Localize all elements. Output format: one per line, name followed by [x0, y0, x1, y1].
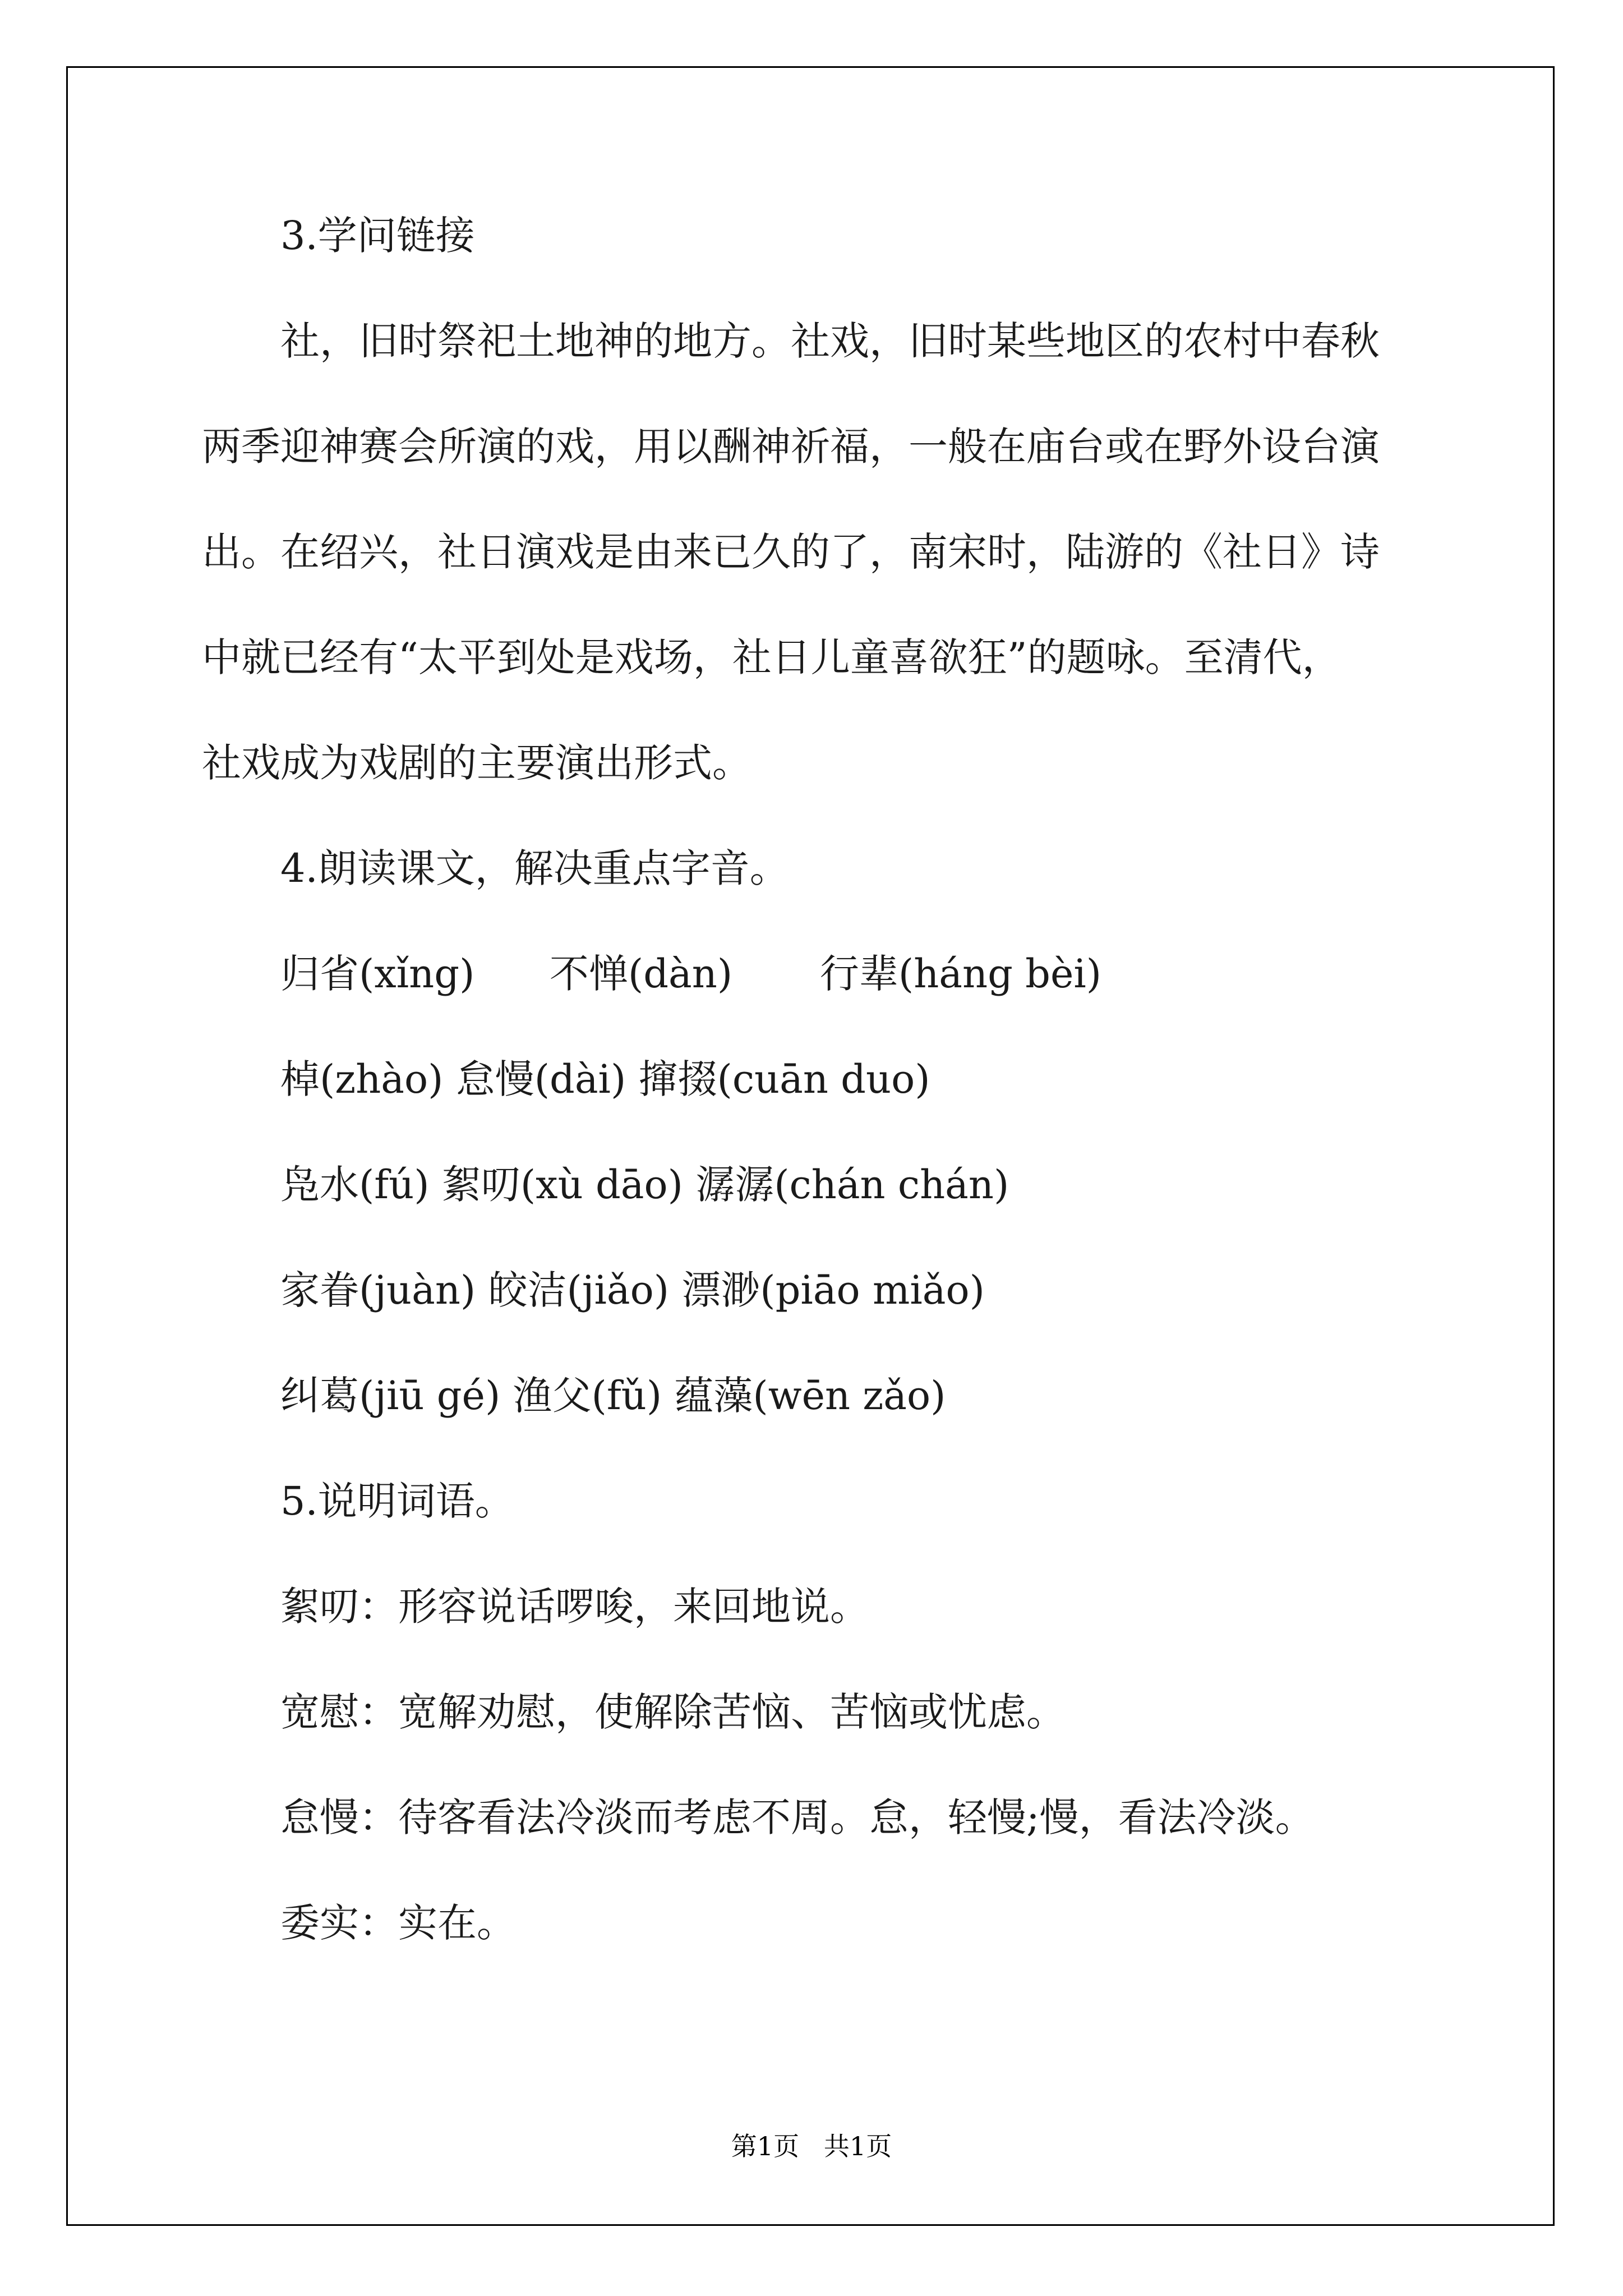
document-body — [202, 213, 1436, 2006]
paragraph-line-2: 两季迎神赛会所演的戏，用以酬神祈福，一般在庙台或在野外设台演 — [202, 424, 1380, 470]
definition-line-1: 絮叨：形容说话啰唆，来回地说。 — [280, 1584, 869, 1630]
paragraph-line-3: 出。在绍兴，社日演戏是由来已久的了，南宋时，陆游的《社日》诗 — [202, 529, 1380, 575]
definition-line-3: 怠慢：待客看法冷淡而考虑不周。怠，轻慢;慢，看法冷淡。 — [280, 1795, 1315, 1841]
pronunciation-line-4: 家眷(juàn) 皎洁(jiǎo) 漂渺(piāo miǎo) — [280, 1267, 985, 1313]
pronunciation-line-5: 纠葛(jiū gé) 渔父(fǔ) 蕴藻(wēn zǎo) — [280, 1373, 946, 1419]
page-footer: 第1页 共1页 — [731, 2131, 892, 2161]
pronunciation-line-3: 凫水(fú) 絮叨(xù dāo) 潺潺(chán chán) — [280, 1162, 1009, 1208]
definition-line-4: 委实：实在。 — [280, 1900, 516, 1946]
section-heading-5: 5.说明词语。 — [280, 1478, 514, 1524]
paragraph-line-4: 中就已经有“太平到处是戏场，社日儿童喜欲狂”的题咏。至清代， — [202, 634, 1341, 680]
paragraph-line-1: 社，旧时祭祀土地神的地方。社戏，旧时某些地区的农村中春秋 — [280, 318, 1380, 364]
definition-line-2: 宽慰：宽解劝慰，使解除苦恼、苦恼或忧虑。 — [280, 1689, 1066, 1735]
pronunciation-line-2: 棹(zhào) 怠慢(dài) 撺掇(cuān duo) — [280, 1056, 930, 1102]
paragraph-line-5: 社戏成为戏剧的主要演出形式。 — [202, 740, 751, 786]
section-heading-3: 3.学问链接 — [280, 213, 475, 259]
pronunciation-line-1: 归省(xǐng) 不惮(dàn) 行辈(háng bèi) — [280, 951, 1102, 997]
section-heading-4: 4.朗读课文，解决重点字音。 — [280, 845, 789, 891]
